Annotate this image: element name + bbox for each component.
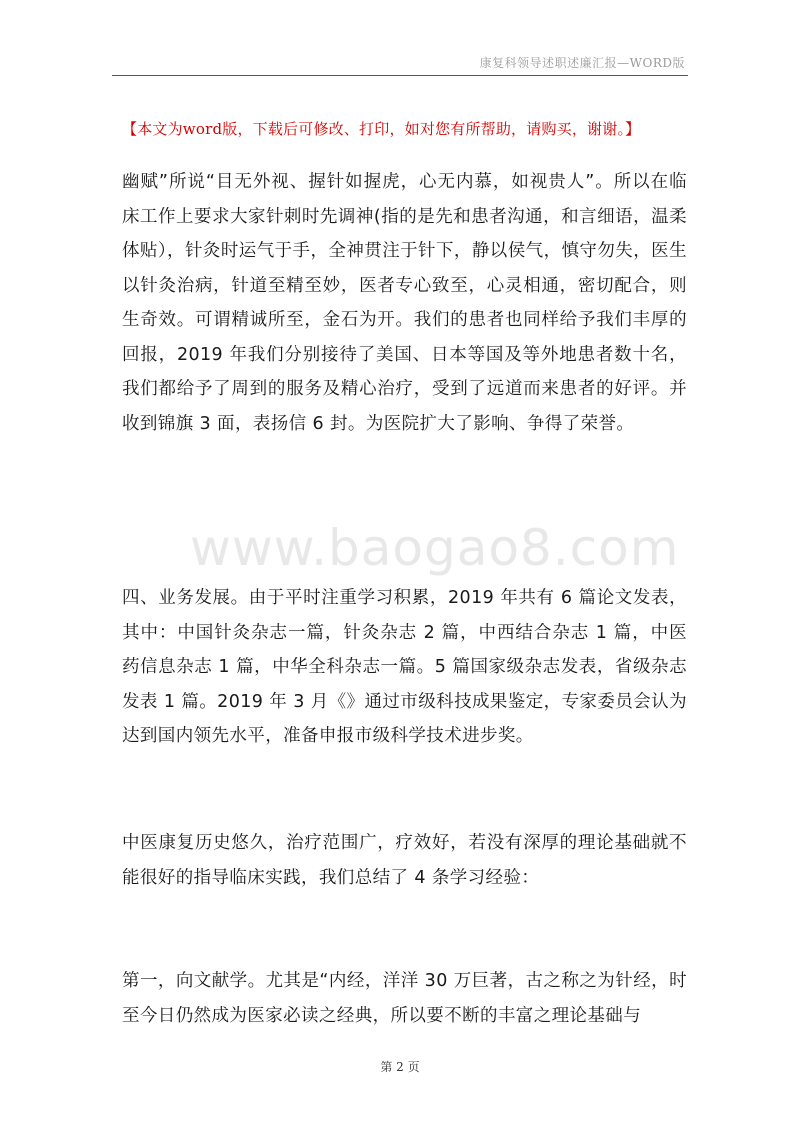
paragraph-business-development: 四、业务发展。由于平时注重学习积累，2019 年共有 6 篇论文发表，其中：中国针灸杂志一篇，针灸杂志 2 篇，中西结合杂志 1 篇，中医药信息杂志 1 篇，中华全科杂志一篇。5 篇国家级杂志发表，省级杂志发表 1 篇。2019 年 3 月《》通过市级科技成果鉴定，专家委员会认为达到国内领先水平，准备申报市级科学技术进步奖。: [122, 588, 687, 746]
paragraph-learn-literature: 第一，向文献学。尤其是“内经，洋洋 30 万巨著，古之称之为针经，时至今日仍然成为医家必读之经典，所以要不断的丰富之理论基础与: [122, 971, 687, 1026]
header-divider: [112, 75, 688, 76]
document-header-title: 康复科领导述职述廉汇报—WORD版: [479, 56, 685, 70]
page-number: 第 2 页: [380, 1060, 420, 1074]
site-watermark: www.baogao8.com: [190, 519, 680, 577]
paragraph-patient-care: 幽赋”所说“目无外视、握针如握虎，心无内慕，如视贵人”。所以在临床工作上要求大家针刺时先调神(指的是先和患者沟通，和言细语，温柔体贴），针灸时运气于手，全神贯注于针下，静以侯气，慎守勿失，医生以针灸治病，针道至精至妙，医者专心致至，心灵相通，密切配合，则生奇效。可谓精诚所至，金石为开。我们的患者也同样给予我们丰厚的回报，2019 年我们分别接待了美国、日本等国及等外地患者数十名，我们都给予了周到的服务及精心治疗，受到了远道而来患者的好评。并收到锦旗 3 面，表扬信 6 封。为医院扩大了影响、争得了荣誉。: [122, 172, 687, 434]
download-notice: 【本文为word版，下载后可修改、打印，如对您有所帮助，请购买，谢谢。】: [122, 120, 641, 138]
paragraph-tcm-rehab: 中医康复历史悠久，治疗范围广，疗效好，若没有深厚的理论基础就不能很好的指导临床实践，我们总结了 4 条学习经验：: [122, 833, 687, 888]
